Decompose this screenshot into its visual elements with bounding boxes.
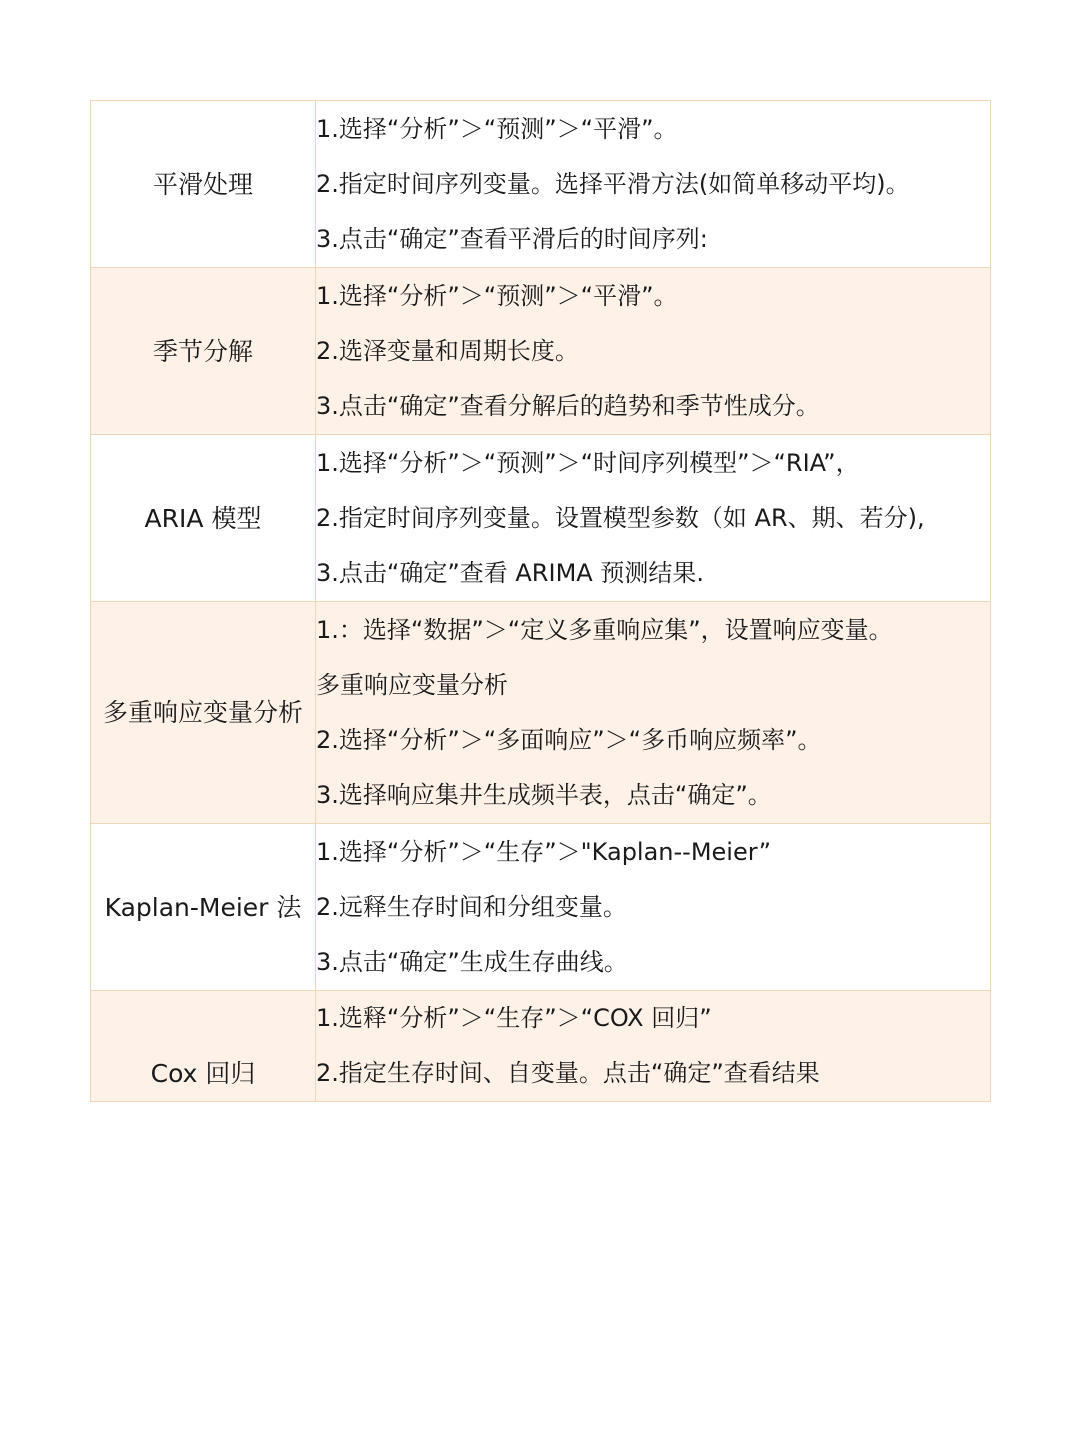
method-name: ARIA 模型 [91,435,316,602]
step-text: 2.指定生存时间、自变量。点击“确定”查看结果 [316,1059,820,1087]
step-text: 2.选择“分析”＞“多面响应”＞“多币响应频率”。 [316,725,822,754]
step-text: 2.远释生存时间和分组变量。 [316,892,627,921]
steps-cell [316,602,991,824]
step-text: 多重响应变量分析 [316,670,508,699]
method-name: 多重响应变量分析 [91,602,316,824]
steps-cell [316,268,991,435]
step-text: 3.点击“确定”查看分解后的趋势和季节性成分。 [316,391,820,420]
steps-cell [316,824,991,991]
table-row [91,268,991,435]
steps-cell [316,101,991,268]
table-row [91,824,991,991]
step-text: 2.指定时间序列变量。选择平滑方法(如简单移动平均)。 [316,169,910,198]
step-text: 1.选释“分析”＞“生存”＞“COX 回归” [316,1004,712,1032]
method-name: Cox 回归 [91,991,316,1102]
method-name: 平滑处理 [91,101,316,268]
step-text: 2.选泽变量和周期长度。 [316,336,579,365]
table-row [91,602,991,824]
steps-cell [316,991,991,1102]
step-text: 3.选择响应集井生成频半表，点击“确定”。 [316,780,772,809]
step-text: 1.选择“分析”＞“预测”＞“时间序列模型”＞“RIA”， [316,448,860,477]
table-row [91,101,991,268]
step-text: 3.点击“确定”查看平滑后的时间序列: [316,224,708,253]
steps-cell [316,435,991,602]
step-text: 1.：选择“数据”＞“定义多重响应集”，设置响应变量。 [316,615,893,644]
step-text: 1.选择“分析”＞“预测”＞“平滑”。 [316,281,678,310]
method-name: 季节分解 [91,268,316,435]
step-text: 2.指定时间序列变量。设置模型参数（如 AR、期、若分), [316,503,925,532]
method-steps-table [90,100,991,1102]
step-text: 3.点击“确定”查看 ARIMA 预测结果. [316,558,704,587]
method-name: Kaplan-Meier 法 [91,824,316,991]
table-row [91,435,991,602]
step-text: 1.选择“分析”＞“生存”＞"Kaplan--Meier” [316,837,772,866]
step-text: 1.选择“分析”＞“预测”＞“平滑”。 [316,114,678,143]
step-text: 3.点击“确定”生成生存曲线。 [316,947,628,976]
table-row [91,991,991,1102]
